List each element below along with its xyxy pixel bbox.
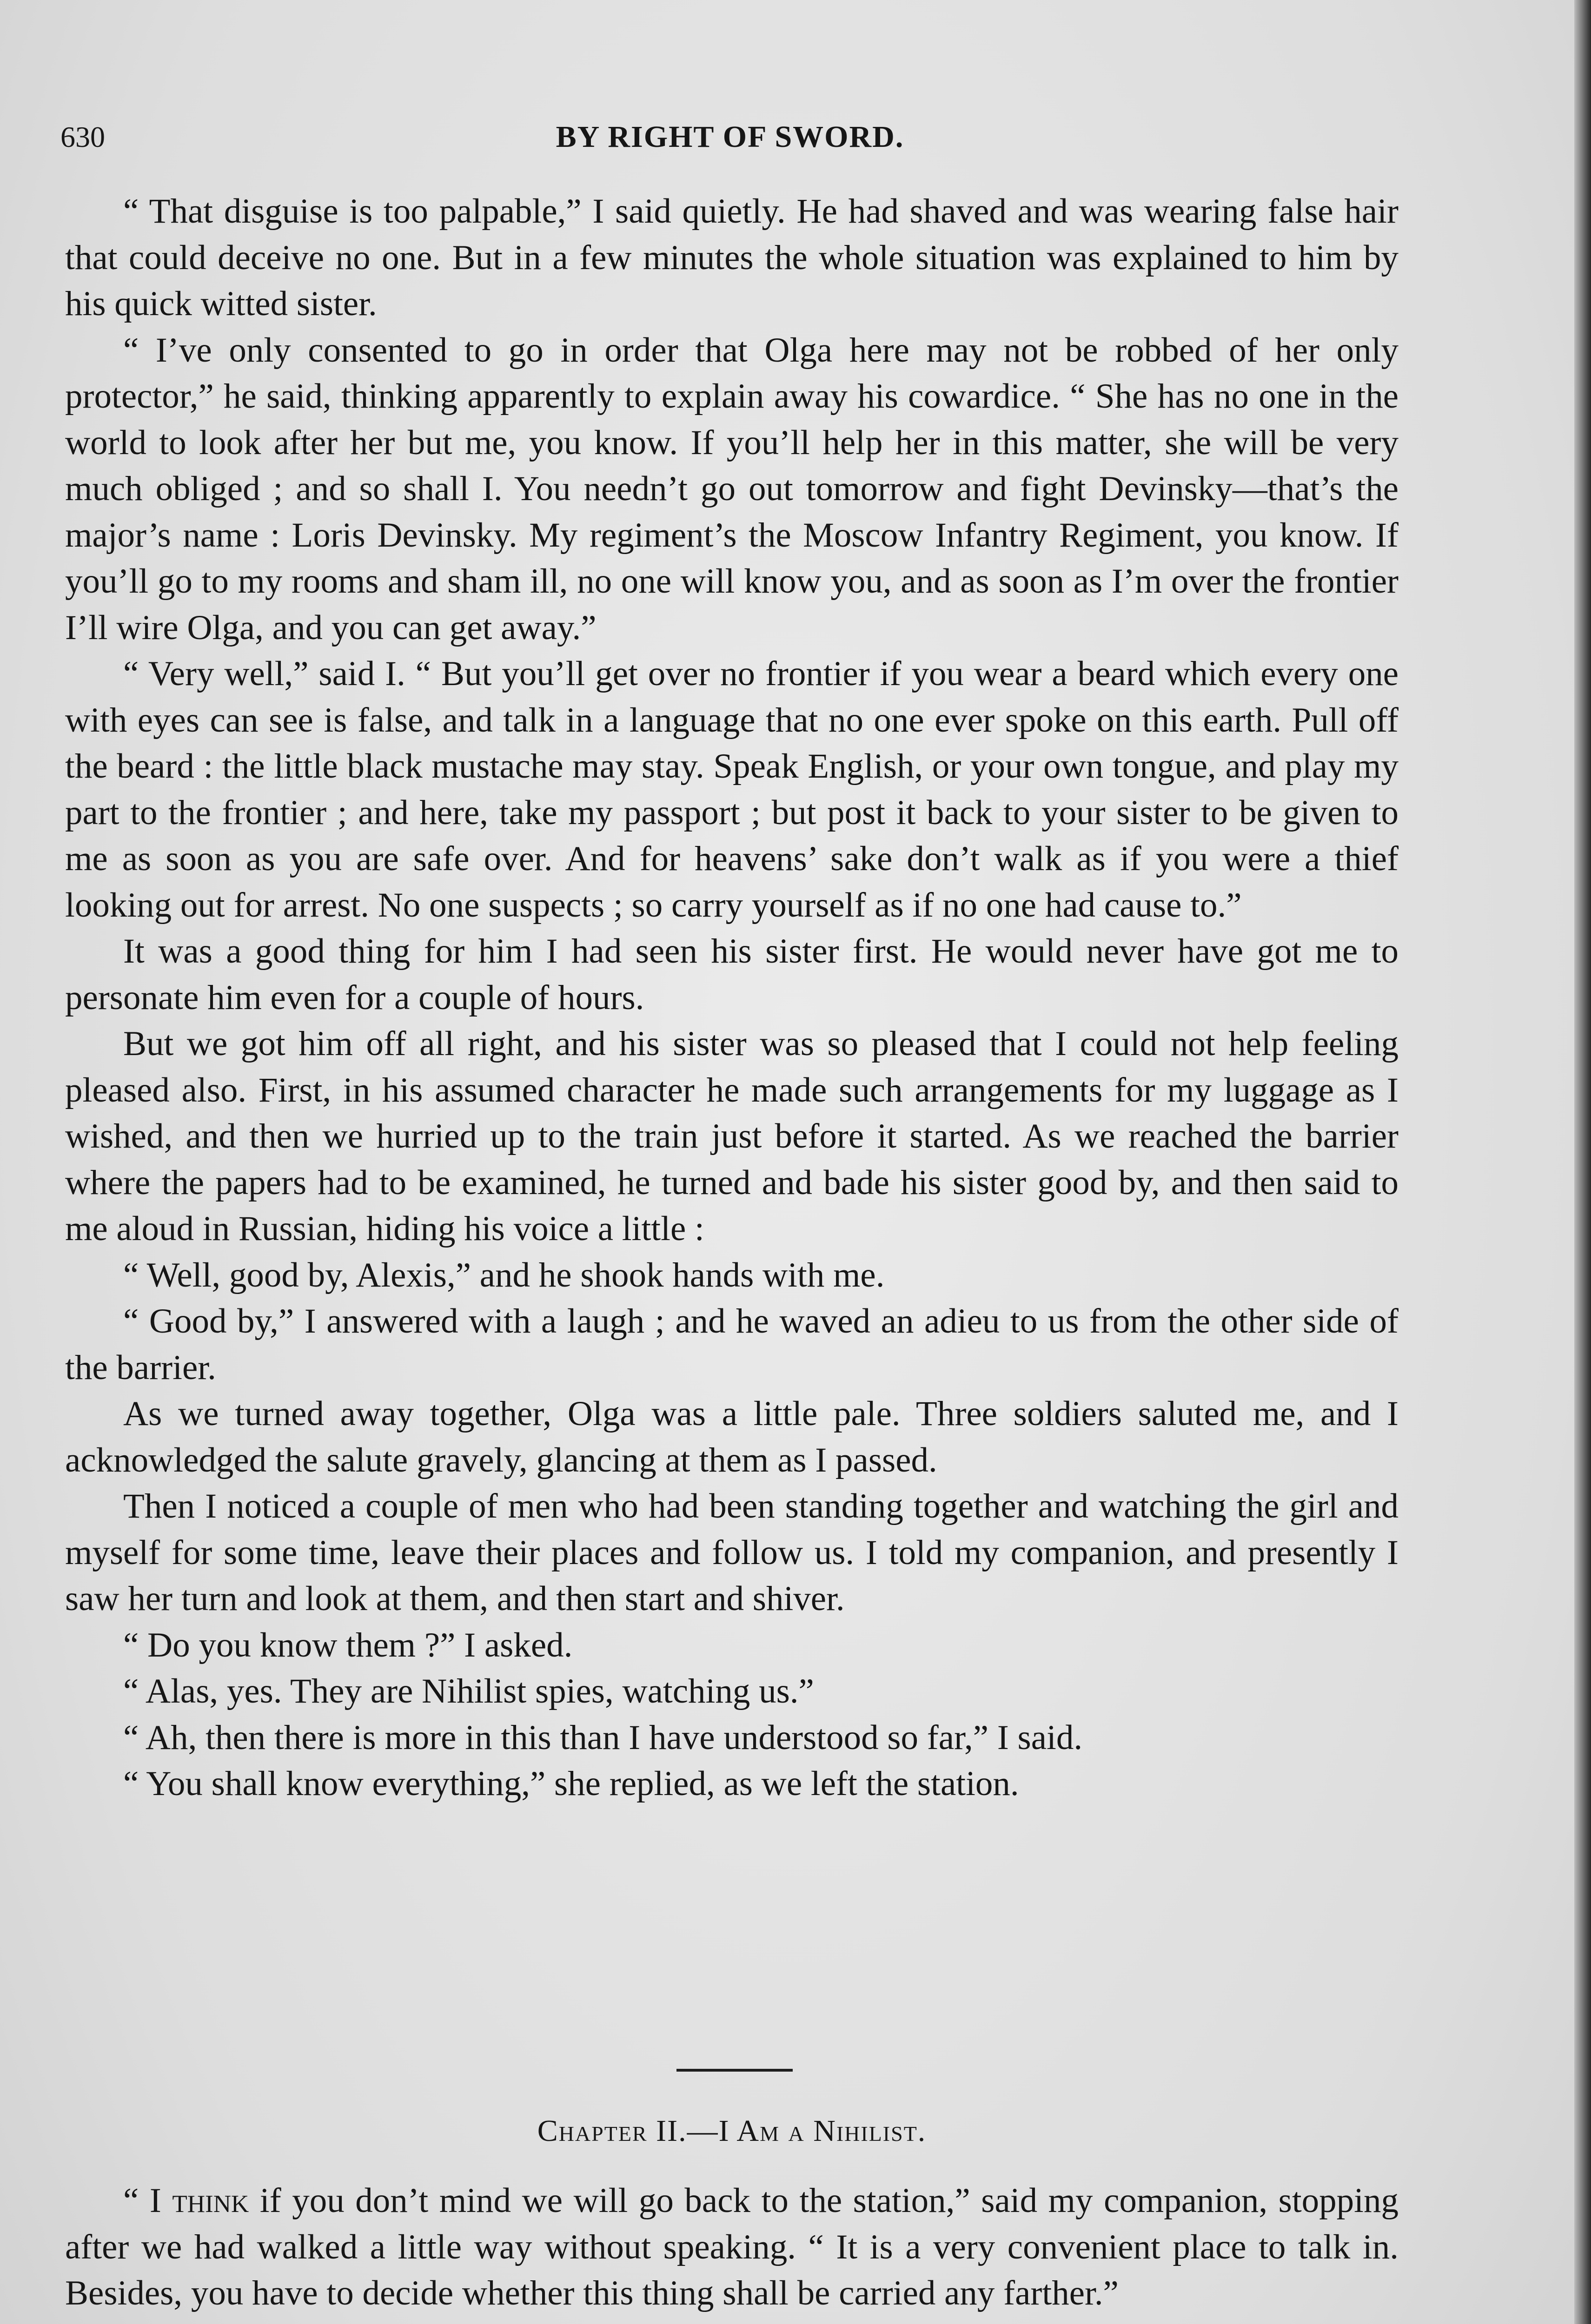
paragraph: As we turned away together, Olga was a little pale. Three soldiers saluted me, and I acknowledged the salute gravely, glancing at them as I passed. xyxy=(65,1394,1399,1479)
paragraph: “ Very well,” said I. “ But you’ll get over no frontier if you wear a beard which every one with eyes can see is false, and talk in a language that no one ever spoke on this earth. Pull off the beard : the little black mustache may stay. Speak English, or your own tongue, and play my part to the frontier ; and here, take my passport ; but post it back to your sister to be given to me as soon as you are safe over. And for heavens’ sake don’t walk as if you were a thief looking out for arrest. No one suspects ; so carry yourself as if no one had cause to.” xyxy=(65,654,1399,924)
page-edge-shadow xyxy=(1574,0,1591,2324)
paragraph: “ Alas, yes. They are Nihilist spies, watching us.” xyxy=(123,1672,814,1710)
chapter-heading: Chapter II.—I Am a Nihilist. xyxy=(537,2114,927,2148)
paragraph: “ I’ve only consented to go in order that Olga here may not be robbed of her only protector,” he said, thinking apparently to explain away his cowardice. “ She has no one in the world to look after her but me, you know. If you’ll help her in this matter, she will be very much obliged ; and so shall I. You needn’t go out tomorrow and fight Devinsky—that’s the major’s name : Loris Devinsky. My regiment’s the Moscow Infantry Regiment, you know. If you’ll go to my rooms and sham ill, no one will know you, and as soon as I’m over the frontier I’ll wire Olga, and you can get away.” xyxy=(65,330,1399,647)
paragraph: “ Good by,” I answered with a laugh ; and he waved an adieu to us from the other side of the barrier. xyxy=(65,1302,1399,1387)
paragraph: But we got him off all right, and his sister was so pleased that I could not help feeling pleased also. First, in his assumed character he made such arrangements for my luggage as I wished, and then we hurried up to the train just before it started. As we reached the barrier where the papers had to be examined, he turned and bade his sister good by, and then said to me aloud in Russian, hiding his voice a little : xyxy=(65,1024,1399,1248)
paragraph: It was a good thing for him I had seen his sister first. He would never have got me to personate him even for a couple of hours. xyxy=(65,932,1399,1017)
paragraph: “ You shall know everything,” she replied, as we left the station. xyxy=(123,1764,1019,1803)
opening-small-caps-word: think xyxy=(172,2181,249,2220)
chapter-body xyxy=(65,2178,1399,2317)
page-number: 630 xyxy=(60,120,105,153)
chapter-opening-paragraph xyxy=(65,2178,1399,2317)
body-text xyxy=(65,188,1399,1807)
paragraph: “ Well, good by, Alexis,” and he shook hands with me. xyxy=(123,1255,885,1294)
paragraph: “ Ah, then there is more in this than I have understood so far,” I said. xyxy=(123,1718,1083,1757)
opening-paragraph-text: if you don’t mind we will go back to the station,” said my companion, stopping after we had walked a little way without speaking. “ It is a very convenient place to talk in. Besides, you have to decide whether this thing shall be carried any farther.” xyxy=(65,2181,1399,2312)
opening-quote: “ I xyxy=(123,2181,172,2220)
running-title: BY RIGHT OF SWORD. xyxy=(556,120,904,154)
paragraph: Then I noticed a couple of men who had been standing together and watching the girl and myself for some time, leave their places and follow us. I told my companion, and presently I saw her turn and look at them, and then start and shiver. xyxy=(65,1487,1399,1618)
page-header xyxy=(60,116,1399,158)
paragraph: “ That disguise is too palpable,” I said quietly. He had shaved and was wearing false hair that could deceive no one. But in a few minutes the whole situation was explained to him by his quick witted sister. xyxy=(65,192,1399,323)
section-divider xyxy=(676,2069,793,2072)
paragraph: “ Do you know them ?” I asked. xyxy=(123,1625,573,1664)
